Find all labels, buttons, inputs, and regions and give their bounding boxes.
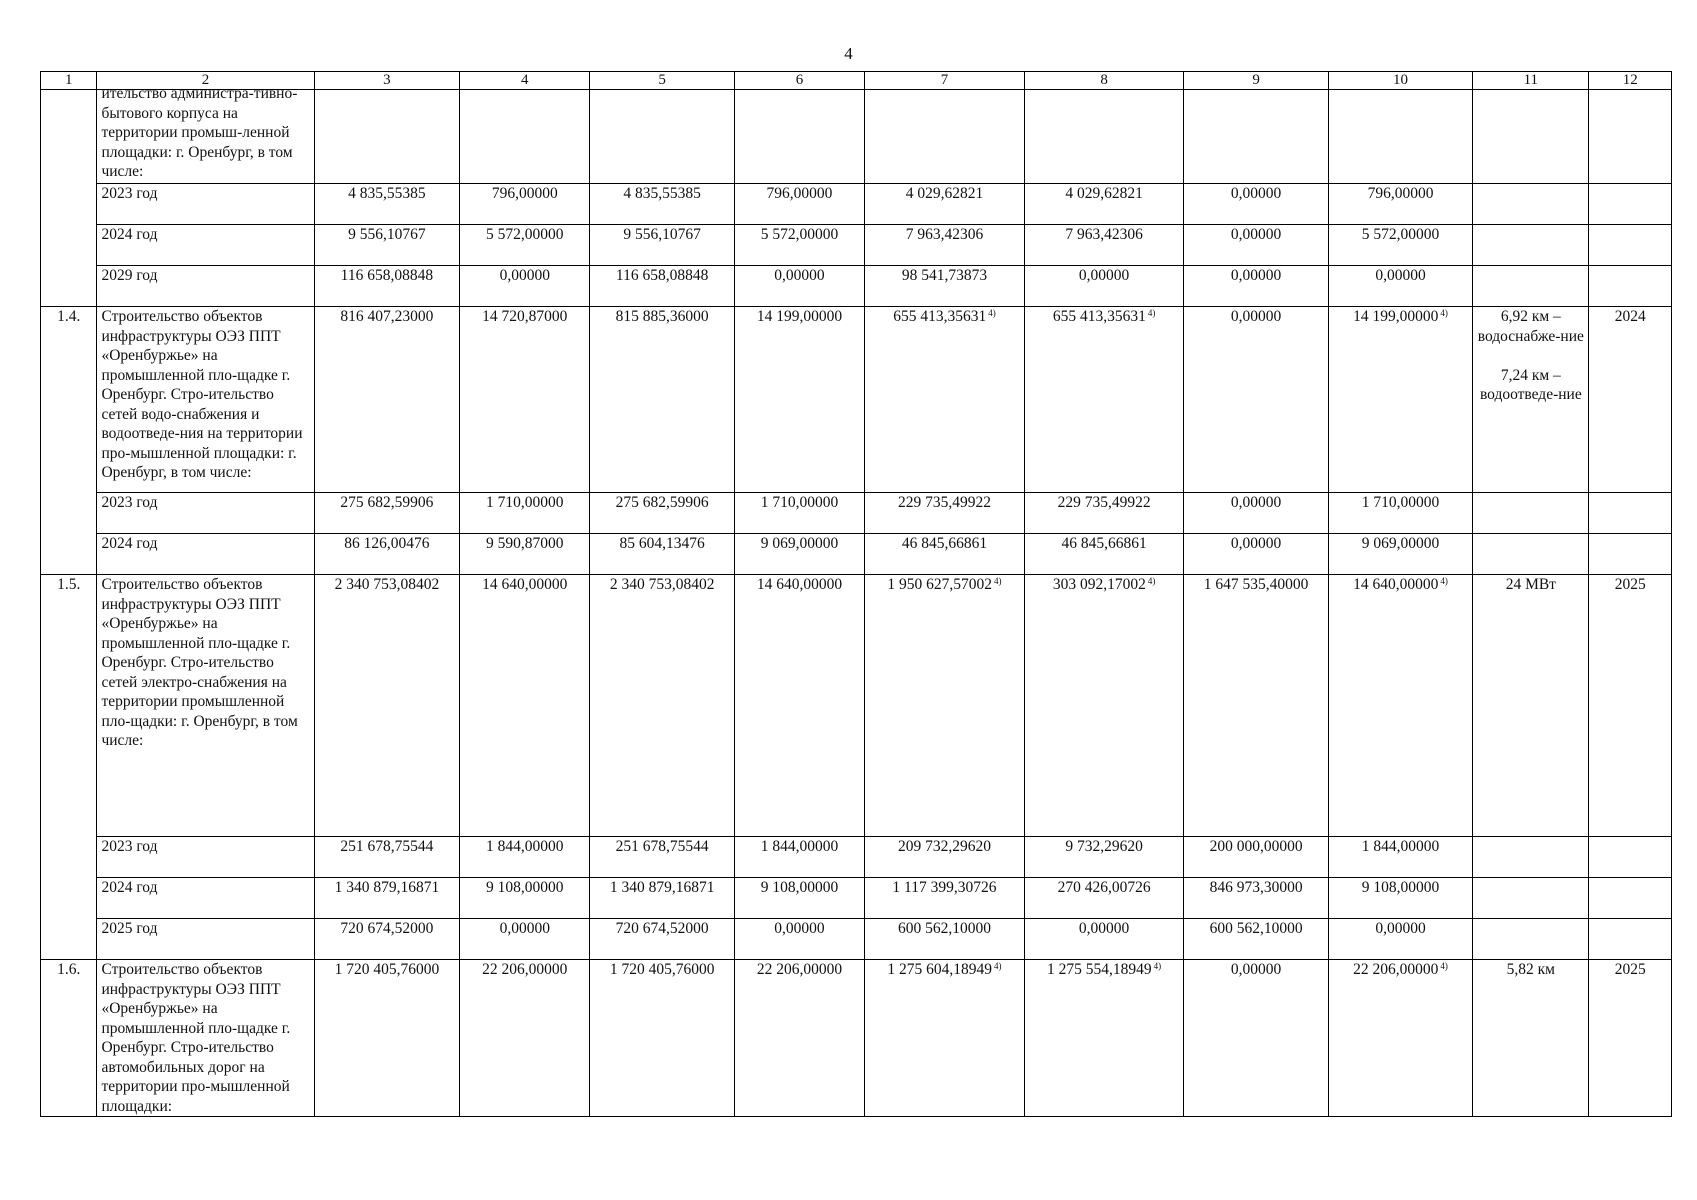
value-cell [590,184,734,225]
capacity-text: 6,92 км – водоснабже-ние 7,24 км – водоотведе-ние [1477,308,1584,403]
value-cell [460,878,590,919]
value-cell [460,837,590,878]
column-header: 5 [590,72,734,90]
item-description [97,960,314,1117]
value-text: 14 199,00000 [1353,308,1439,325]
column-header: 10 [1328,72,1472,90]
value-text: 600 562,10000 [897,920,991,937]
value-cell [1328,919,1472,960]
value-text: 1 950 627,57002 [887,576,993,593]
year-cell [1589,534,1672,575]
year-row [41,225,1672,266]
value-text: 9 069,00000 [760,535,839,552]
completion-year-text: 2025 [1614,576,1646,593]
value-text: 9 108,00000 [760,879,839,896]
value-cell [460,919,590,960]
value-text: 1 117 399,30726 [892,879,997,896]
year-label-text: 2023 год [101,185,158,202]
item-number-text: 1.6. [57,961,81,978]
year-label [97,184,314,225]
year-row [41,919,1672,960]
value-text: 116 658,08848 [340,267,434,284]
value-cell [1024,266,1184,307]
value-text: 0,00000 [1230,308,1282,325]
value-text: 5 572,00000 [1361,226,1440,243]
description-text: Строительство объектов инфраструктуры ОЭЗ ППТ «Оренбуржье» на промышленной пло-щадке г. Оренбург. Стро-ительство сетей водо-снабжения и водоотведе-ния на территории про-мышленной площадки: г. Оренбург, в том числе: [101,308,303,481]
value-text: 1 647 535,40000 [1203,576,1309,593]
footnote-marker: 4) [988,308,996,318]
value-text: 303 092,17002 [1052,576,1146,593]
value-cell [1184,184,1328,225]
year-row [41,493,1672,534]
year-label [97,225,314,266]
value-text: 655 413,35631 [893,308,987,325]
value-text: 2 340 753,08402 [334,576,440,593]
value-cell [734,184,864,225]
year-row [41,878,1672,919]
capacity-cell [1473,575,1589,837]
value-cell [1328,266,1472,307]
completion-year [1589,307,1672,493]
value-text: 1 844,00000 [1361,838,1440,855]
value-text: 9 556,10767 [623,226,701,243]
value-cell [590,919,734,960]
empty-cell [1589,90,1672,184]
value-text: 5 572,00000 [760,226,839,243]
value-cell [1184,307,1328,493]
empty-cell [460,90,590,184]
footnote-marker: 4) [994,961,1002,971]
value-text: 200 000,00000 [1209,838,1303,855]
value-text: 275 682,59906 [615,494,709,511]
year-row [41,266,1672,307]
year-label-text: 2024 год [101,226,158,243]
year-cell [1589,878,1672,919]
item-row [41,307,1672,493]
value-text: 2 340 753,08402 [609,576,715,593]
value-cell [1328,493,1472,534]
value-cell [460,184,590,225]
value-text: 1 710,00000 [1361,494,1440,511]
value-text: 816 407,23000 [340,308,434,325]
value-cell [1184,575,1328,837]
completion-year-text: 2025 [1614,961,1646,978]
value-cell [460,307,590,493]
value-text: 796,00000 [766,185,833,202]
year-label-text: 2029 год [101,267,158,284]
value-cell [865,878,1025,919]
value-text: 1 844,00000 [486,838,564,855]
value-cell [1024,575,1184,837]
year-label [97,493,314,534]
value-text: 9 108,00000 [486,879,564,896]
value-text: 22 206,00000 [482,961,568,978]
description-text: Строительство объектов инфраструктуры ОЭЗ ППТ «Оренбуржье» на промышленной пло-щадке г. Оренбург. Стро-ительство сетей электро-снабжения на территории промышленной пло-щадки: г. Оренбург, в том числе: [101,576,298,749]
value-cell [460,493,590,534]
value-cell [1328,184,1472,225]
value-cell [314,837,460,878]
value-cell [590,960,734,1117]
value-cell [590,307,734,493]
value-cell [734,837,864,878]
value-cell [734,493,864,534]
value-text: 0,00000 [1375,920,1426,937]
year-row [41,184,1672,225]
value-text: 815 885,36000 [615,308,709,325]
capacity-cell [1473,919,1589,960]
year-label [97,837,314,878]
value-text: 14 720,87000 [482,308,568,325]
value-cell [314,493,460,534]
empty-cell [865,90,1025,184]
description-text: ительство администра-тивно-бытового корпуса на территории промыш-ленной площадки: г. Оренбург, в том числе: [101,85,298,180]
value-cell [865,493,1025,534]
value-cell [314,534,460,575]
column-header: 12 [1589,72,1672,90]
empty-cell [1473,90,1589,184]
footnote-marker: 4) [1147,576,1156,586]
value-text: 0,00000 [1078,920,1130,937]
year-label-text: 2023 год [101,838,158,855]
value-cell [734,225,864,266]
value-text: 251 678,75544 [615,838,709,855]
capacity-cell [1473,266,1589,307]
column-header: 4 [460,72,590,90]
completion-year-text: 2024 [1614,308,1646,325]
value-cell [865,184,1025,225]
value-cell [590,878,734,919]
value-text: 0,00000 [499,920,550,937]
year-label [97,919,314,960]
value-text: 796,00000 [491,185,558,202]
capacity-text: 24 МВт [1505,576,1556,593]
value-text: 9 732,29620 [1065,838,1143,855]
value-text: 4 835,55385 [348,185,426,202]
year-label-text: 2024 год [101,879,158,896]
value-text: 85 604,13476 [619,535,705,552]
value-cell [734,575,864,837]
value-cell [1024,493,1184,534]
value-cell [590,225,734,266]
item-number-text: 1.5. [57,576,81,593]
value-cell [865,307,1025,493]
value-text: 796,00000 [1367,185,1434,202]
value-cell [1328,575,1472,837]
capacity-cell [1473,493,1589,534]
capacity-cell [1473,307,1589,493]
value-cell [1024,919,1184,960]
empty-cell [1024,90,1184,184]
value-cell [1328,837,1472,878]
column-header: 8 [1024,72,1184,90]
item-row [41,960,1672,1117]
value-cell [314,184,460,225]
value-cell [734,307,864,493]
value-cell [590,575,734,837]
value-text: 1 340 879,16871 [334,879,440,896]
value-cell [1024,184,1184,225]
year-label-text: 2025 год [101,920,158,937]
value-cell [460,960,590,1117]
value-text: 46 845,66861 [1061,535,1147,552]
value-cell [1024,225,1184,266]
value-text: 229 735,49922 [1057,494,1151,511]
value-cell [460,534,590,575]
footnote-marker: 4) [994,576,1002,586]
value-cell [590,493,734,534]
value-text: 4 029,62821 [905,185,984,202]
value-text: 46 845,66861 [901,535,988,552]
column-header: 2 [97,72,314,90]
value-cell [1184,837,1328,878]
continued-item-row [41,90,1672,184]
value-cell [1184,534,1328,575]
value-text: 720 674,52000 [340,920,434,937]
value-cell [590,534,734,575]
value-cell [1328,307,1472,493]
column-header: 1 [41,72,97,90]
year-cell [1589,266,1672,307]
item-number [41,307,97,575]
value-text: 1 720 405,76000 [609,961,715,978]
year-label-text: 2024 год [101,535,158,552]
column-header: 3 [314,72,460,90]
value-text: 22 206,00000 [756,961,843,978]
empty-cell [734,90,864,184]
value-cell [1024,534,1184,575]
value-text: 0,00000 [1375,267,1426,284]
empty-cell [314,90,460,184]
value-cell [590,837,734,878]
item-number [41,575,97,960]
value-text: 1 340 879,16871 [609,879,715,896]
year-cell [1589,837,1672,878]
value-cell [314,960,460,1117]
value-text: 275 682,59906 [340,494,434,511]
year-cell [1589,225,1672,266]
column-header: 7 [865,72,1025,90]
completion-year [1589,575,1672,837]
year-cell [1589,184,1672,225]
value-text: 1 710,00000 [760,494,839,511]
value-text: 4 029,62821 [1065,185,1143,202]
value-cell [1184,960,1328,1117]
value-cell [590,266,734,307]
column-header: 9 [1184,72,1328,90]
value-text: 1 275 604,18949 [887,961,993,978]
description-text: Строительство объектов инфраструктуры ОЭЗ ППТ «Оренбуржье» на промышленной пло-щадке г. Оренбург. Стро-ительство автомобильных дорог на территории про-мышленной площадки: [101,961,291,1115]
value-cell [1328,534,1472,575]
item-number-text: 1.4. [57,308,81,325]
year-label-text: 2023 год [101,494,158,511]
completion-year [1589,960,1672,1117]
capacity-cell [1473,878,1589,919]
value-text: 1 710,00000 [486,494,564,511]
value-cell [865,919,1025,960]
value-cell [1024,960,1184,1117]
column-header: 6 [734,72,864,90]
year-label [97,878,314,919]
value-text: 270 426,00726 [1057,879,1151,896]
item-description [97,307,314,493]
value-text: 9 069,00000 [1361,535,1440,552]
value-text: 0,00000 [499,267,550,284]
value-text: 7 963,42306 [905,226,984,243]
value-text: 0,00000 [774,267,825,284]
footnote-marker: 4) [1440,961,1448,971]
value-text: 14 640,00000 [756,576,843,593]
value-cell [734,919,864,960]
value-text: 0,00000 [1230,226,1282,243]
value-cell [865,225,1025,266]
value-cell [1184,878,1328,919]
value-text: 0,00000 [1230,535,1282,552]
value-text: 9 108,00000 [1361,879,1440,896]
value-cell [865,534,1025,575]
item-number [41,90,97,307]
item-number [41,960,97,1117]
value-cell [1184,225,1328,266]
year-row [41,534,1672,575]
value-text: 600 562,10000 [1209,920,1303,937]
capacity-cell [1473,960,1589,1117]
value-text: 14 640,00000 [482,576,568,593]
value-text: 0,00000 [774,920,825,937]
item-description [97,575,314,837]
value-cell [1328,960,1472,1117]
value-text: 7 963,42306 [1065,226,1143,243]
column-header: 11 [1473,72,1589,90]
value-text: 0,00000 [1230,185,1282,202]
value-text: 0,00000 [1230,961,1282,978]
value-cell [1024,878,1184,919]
value-text: 209 732,29620 [897,838,991,855]
value-text: 22 206,00000 [1353,961,1439,978]
value-text: 229 735,49922 [897,494,991,511]
value-text: 5 572,00000 [486,226,564,243]
value-text: 116 658,08848 [615,267,709,284]
capacity-cell [1473,837,1589,878]
footnote-marker: 4) [1147,308,1156,318]
value-cell [460,575,590,837]
value-text: 720 674,52000 [615,920,709,937]
capacity-cell [1473,184,1589,225]
capacity-cell [1473,225,1589,266]
value-cell [1328,878,1472,919]
value-text: 1 844,00000 [760,838,839,855]
value-cell [734,534,864,575]
value-text: 9 590,87000 [486,535,564,552]
value-text: 655 413,35631 [1052,308,1146,325]
value-text: 1 275 554,18949 [1047,961,1152,978]
value-cell [734,960,864,1117]
value-cell [734,878,864,919]
value-cell [865,960,1025,1117]
value-cell [1024,837,1184,878]
value-text: 251 678,75544 [340,838,434,855]
value-cell [865,266,1025,307]
footnote-marker: 4) [1440,576,1448,586]
page-number: 4 [844,44,853,63]
value-text: 98 541,73873 [901,267,988,284]
value-cell [734,266,864,307]
year-row [41,837,1672,878]
item-row [41,575,1672,837]
year-cell [1589,493,1672,534]
value-cell [1184,266,1328,307]
value-text: 0,00000 [1230,267,1282,284]
value-text: 9 556,10767 [348,226,426,243]
value-cell [314,266,460,307]
value-text: 0,00000 [1078,267,1130,284]
value-cell [865,837,1025,878]
value-cell [314,919,460,960]
value-text: 4 835,55385 [623,185,701,202]
value-cell [314,225,460,266]
item-description [97,85,314,184]
capacity-cell [1473,534,1589,575]
value-text: 0,00000 [1230,494,1282,511]
empty-cell [1328,90,1472,184]
value-cell [1184,919,1328,960]
year-cell [1589,919,1672,960]
budget-table [40,71,1672,1117]
value-text: 14 640,00000 [1353,576,1439,593]
capacity-text: 5,82 км [1506,961,1555,978]
value-text: 86 126,00476 [344,535,430,552]
value-cell [314,878,460,919]
footnote-marker: 4) [1153,961,1162,971]
year-label [97,266,314,307]
value-cell [314,575,460,837]
value-cell [1328,225,1472,266]
value-cell [1024,307,1184,493]
empty-cell [1184,90,1328,184]
value-text: 1 720 405,76000 [334,961,440,978]
value-cell [460,225,590,266]
empty-cell [590,90,734,184]
footnote-marker: 4) [1440,308,1448,318]
value-text: 14 199,00000 [756,308,843,325]
value-cell [314,307,460,493]
year-label [97,534,314,575]
value-cell [460,266,590,307]
value-cell [865,575,1025,837]
value-text: 846 973,30000 [1209,879,1303,896]
value-cell [1184,493,1328,534]
